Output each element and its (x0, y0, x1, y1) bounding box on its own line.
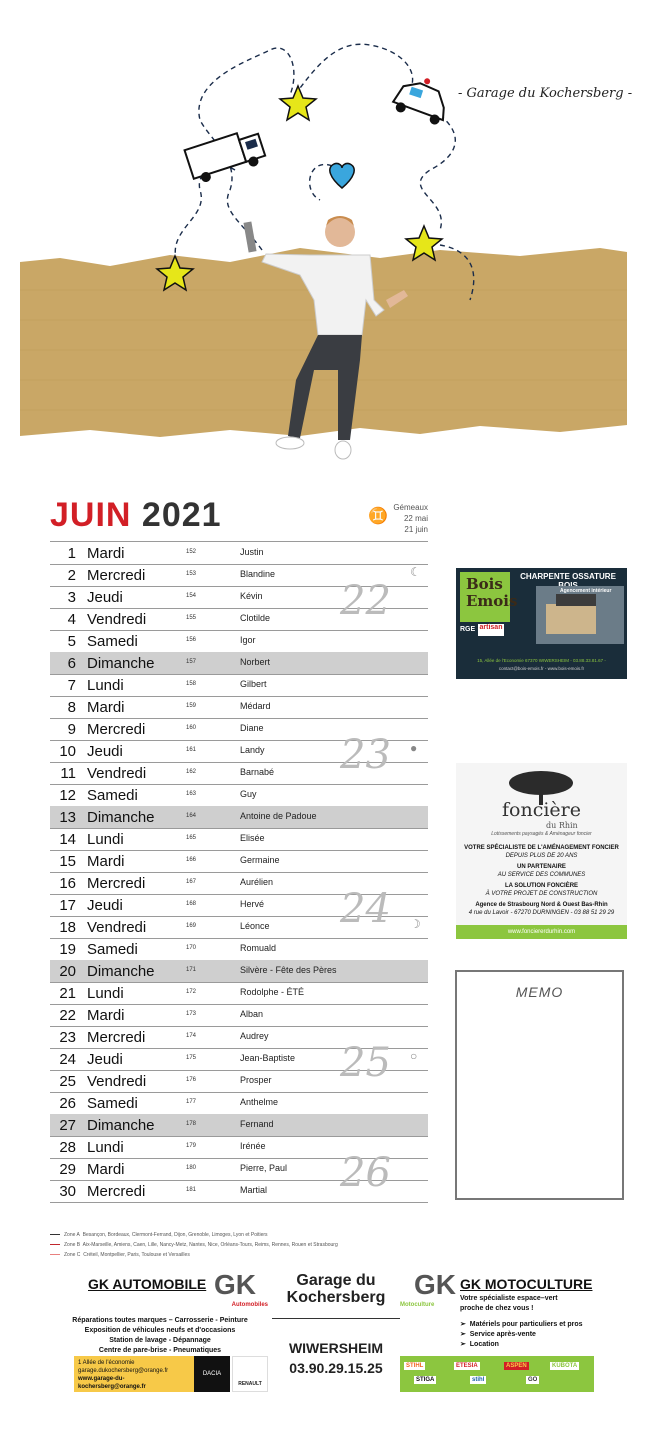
day-of-year: 176 (186, 1077, 197, 1083)
day-number: 10 (59, 743, 76, 760)
saint-name: Elisée (240, 833, 265, 843)
table-row (50, 542, 428, 565)
table-row (50, 1004, 428, 1027)
saint-name: Martial (240, 1185, 268, 1195)
day-of-year: 180 (186, 1165, 197, 1171)
table-row (50, 674, 428, 697)
day-number: 6 (67, 655, 76, 672)
center-phone: 03.90.29.15.25 (289, 1360, 383, 1376)
zodiac-sign: Gémeaux (393, 503, 428, 512)
logo-line1: Bois (466, 575, 503, 593)
day-number: 7 (67, 677, 76, 694)
center-city: WIWERSHEIM (288, 1340, 384, 1356)
day-number: 29 (59, 1161, 76, 1178)
day-of-year: 170 (186, 945, 197, 951)
day-of-year: 157 (186, 659, 197, 665)
brand-logo: STIHL (406, 1363, 424, 1369)
day-of-year: 164 (186, 813, 197, 819)
brand-logo: stihl (472, 1377, 485, 1383)
table-row (50, 1092, 428, 1115)
moon-phase-icon: ● (410, 741, 418, 755)
trajectory-right (420, 115, 455, 230)
saint-name: Gilbert (240, 679, 267, 689)
moto-item: Location (469, 1341, 499, 1348)
day-of-year: 152 (186, 549, 197, 555)
day-of-year: 181 (186, 1187, 197, 1193)
day-of-year: 178 (186, 1121, 197, 1127)
fonciere-l3: UN PARTENAIRE (517, 864, 566, 870)
day-number: 20 (59, 963, 76, 980)
saint-name: Germaine (240, 855, 280, 865)
fonciere-l4: AU SERVICE DES COMMUNES (497, 871, 586, 878)
heart-icon (330, 163, 354, 188)
saint-name: Fernand (240, 1119, 274, 1129)
bois-sub: Agencement intérieur (560, 588, 612, 594)
day-name: Jeudi (87, 1051, 123, 1068)
day-number: 22 (59, 1007, 76, 1024)
zone-a-swatch (50, 1234, 60, 1235)
fonciere-l6: À VOTRE PROJET DE CONSTRUCTION (485, 890, 598, 897)
day-of-year: 168 (186, 901, 197, 907)
day-number: 25 (59, 1073, 76, 1090)
gk-automobile-title: GK AUTOMOBILE (88, 1276, 207, 1292)
day-name: Jeudi (87, 743, 123, 760)
day-of-year: 158 (186, 681, 197, 687)
day-number: 19 (59, 941, 76, 958)
saint-name: Norbert (240, 657, 271, 667)
table-row (50, 982, 428, 1005)
bois-emois-logo (460, 572, 518, 622)
day-number: 4 (67, 611, 76, 628)
saint-name: Landy (240, 745, 265, 755)
saint-name: Hervé (240, 899, 265, 909)
table-row (50, 938, 428, 961)
day-name: Lundi (87, 677, 124, 694)
fonciere-tagline: Lotissements paysagés & Aménageur foncier (491, 831, 592, 837)
bois-address: 15, Allée de l'Economie 67370 WIWERSHEIM - 03.88.33.81.67 - (477, 658, 606, 663)
rge-label: RGE (460, 626, 476, 633)
day-number: 27 (59, 1117, 76, 1134)
saint-name: Anthelme (240, 1097, 279, 1107)
day-of-year: 173 (186, 1011, 197, 1017)
auto-email[interactable]: garage.dukochersberg@orange.fr (78, 1368, 169, 1374)
zodiac-end: 21 juin (404, 525, 428, 534)
auto-services (60, 1316, 260, 1356)
week-number: 22 (340, 578, 391, 624)
day-number: 1 (67, 545, 76, 562)
day-number: 11 (60, 765, 76, 782)
day-name: Dimanche (87, 655, 155, 672)
saint-name: Audrey (240, 1031, 269, 1041)
saint-name: Barnabé (240, 767, 275, 777)
table-row (50, 784, 428, 807)
memo-box[interactable] (455, 970, 624, 1200)
day-of-year: 162 (186, 769, 197, 775)
day-name: Mercredi (87, 1183, 146, 1200)
auto-line: Réparations toutes marques – Carrosserie - Peinture (72, 1317, 248, 1324)
day-of-year: 160 (186, 725, 197, 731)
saint-name: Médard (240, 701, 271, 711)
day-name: Mercredi (87, 721, 146, 738)
gk-logo-text: GK (214, 1269, 256, 1300)
moto-intro: Votre spécialiste espace–vert proche de chez vous ! (460, 1295, 558, 1312)
renault-logo: RENAULT (232, 1356, 268, 1392)
day-number: 13 (59, 809, 76, 826)
brand-logo: ETESIA (456, 1363, 478, 1369)
auto-line: Station de lavage - Dépannage (109, 1337, 211, 1344)
legend-zone: Zone A (64, 1232, 80, 1238)
saint-name: Aurélien (240, 877, 274, 887)
dacia-logo: DACIA (194, 1356, 230, 1392)
gk-moto-sub: Motoculture (400, 1302, 435, 1308)
saint-name: Jean-Baptiste (240, 1053, 296, 1063)
legend-zone-c (50, 1252, 190, 1258)
day-number: 3 (67, 589, 76, 606)
hero-illustration (0, 0, 667, 470)
saint-name: Guy (240, 789, 257, 799)
gk-moto-logo (400, 1268, 456, 1316)
day-of-year: 165 (186, 835, 197, 841)
day-name: Lundi (87, 985, 124, 1002)
week-number: 25 (340, 1040, 391, 1086)
saint-name: Antoine de Padoue (240, 811, 317, 821)
day-number: 9 (67, 721, 76, 738)
van-icon (185, 127, 268, 185)
gk-motoculture-title: GK MOTOCULTURE (460, 1276, 593, 1292)
day-number: 24 (59, 1051, 76, 1068)
day-name: Dimanche (87, 809, 155, 826)
fonciere-web[interactable]: www.fonciererdurhin.com (456, 925, 627, 939)
brand-logo: GO (528, 1377, 538, 1383)
zone-b-swatch (50, 1244, 60, 1245)
day-of-year: 161 (186, 747, 197, 753)
day-number: 16 (59, 875, 76, 892)
week-number: 24 (340, 886, 391, 932)
day-name: Lundi (87, 831, 124, 848)
saint-name: Romuald (240, 943, 277, 953)
saint-name: Clotilde (240, 613, 271, 623)
brand-logo: KUBOTA (552, 1363, 578, 1369)
week-number: 26 (340, 1150, 391, 1196)
day-name: Mercredi (87, 567, 146, 584)
legend-zone-b (50, 1242, 338, 1248)
legend-text: Besançon, Bordeaux, Clermont-Ferrand, Dijon, Grenoble, Limoges, Lyon et Poitiers (82, 1232, 268, 1238)
auto-contact-box (74, 1356, 194, 1392)
day-name: Mardi (87, 699, 125, 716)
month-label: JUIN (50, 496, 132, 534)
saint-name: Alban (240, 1009, 264, 1019)
saint-name: Igor (240, 635, 256, 645)
table-row (50, 652, 428, 675)
center-title: Garage du Kochersberg (286, 1272, 386, 1306)
day-of-year: 179 (186, 1143, 197, 1149)
legend-zone: Zone B (64, 1242, 81, 1248)
saint-name: Irénée (240, 1141, 266, 1151)
day-name: Samedi (87, 787, 138, 804)
day-of-year: 166 (186, 857, 197, 863)
day-number: 17 (59, 897, 76, 914)
house-photo (536, 586, 624, 644)
fonciere-l1: VOTRE SPÉCIALISTE DE L'AMÉNAGEMENT FONCIER (464, 845, 619, 851)
zodiac-info (370, 502, 428, 535)
day-name: Jeudi (87, 897, 123, 914)
day-of-year: 154 (186, 593, 197, 599)
day-name: Vendredi (87, 611, 147, 628)
day-name: Samedi (87, 633, 138, 650)
brand-logo: STIGA (416, 1377, 435, 1383)
center-rule (272, 1318, 400, 1319)
day-of-year: 155 (186, 615, 197, 621)
legend-text: Créteil, Montpellier, Paris, Toulouse et Versailles (83, 1252, 190, 1258)
week-number: 23 (340, 732, 391, 778)
auto-web[interactable]: www.garage-du-kochersberg@orange.fr (78, 1376, 146, 1390)
fonciere-text (456, 845, 627, 917)
table-top-rule (50, 541, 428, 542)
moon-phase-icon: ☾ (410, 565, 421, 579)
moto-item: Service après-vente (469, 1331, 536, 1338)
day-of-year: 163 (186, 791, 197, 797)
gemini-icon: ♊ (368, 508, 388, 525)
day-name: Dimanche (87, 1117, 155, 1134)
moto-item: Matériels pour particuliers et pros (469, 1321, 583, 1328)
garage-handnote: - Garage du Kochersberg - (458, 86, 633, 101)
zone-c-swatch (50, 1254, 60, 1255)
gk-auto-sub: Automobiles (231, 1302, 268, 1308)
day-of-year: 172 (186, 989, 197, 995)
fonciere-name: foncière (502, 799, 581, 821)
day-name: Mardi (87, 1007, 125, 1024)
bois-headline: CHARPENTE OSSATURE (520, 572, 616, 581)
day-of-year: 167 (186, 879, 197, 885)
table-row (50, 850, 428, 873)
day-name: Vendredi (87, 919, 147, 936)
auto-line: Centre de pare-brise - Pneumatiques (98, 1347, 222, 1354)
table-row (50, 806, 428, 829)
table-row (50, 960, 428, 983)
day-number: 8 (67, 699, 76, 716)
fonciere-l7: Agence de Strasbourg Nord & Ouest Bas-Rhin (475, 902, 608, 908)
fonciere-l8: 4 rue du Lavoir - 67270 DURNINGEN - 03 88 51 29 29 (468, 909, 615, 916)
legend-zone: Zone C (64, 1252, 81, 1258)
auto-line: Exposition de véhicules neufs et d'occasions (84, 1327, 236, 1334)
day-name: Vendredi (87, 765, 147, 782)
day-name: Samedi (87, 1095, 138, 1112)
gk-logo-text: GK (414, 1269, 456, 1300)
saint-name: Silvère - Fête des Pères (240, 965, 337, 975)
moto-items: ➢ Matériels pour particuliers et pros ➢ Service après-vente ➢ Location (460, 1321, 583, 1348)
day-number: 28 (59, 1139, 76, 1156)
moon-phase-icon: ○ (410, 1049, 418, 1063)
brand-logo: ASPEN (506, 1363, 527, 1369)
year-label: 2021 (141, 496, 222, 534)
fonciere-sub: du Rhin (546, 821, 578, 830)
day-of-year: 175 (186, 1055, 197, 1061)
day-of-year: 156 (186, 637, 197, 643)
table-row (50, 828, 428, 851)
day-number: 2 (67, 567, 76, 584)
day-name: Mardi (87, 545, 125, 562)
day-number: 15 (59, 853, 76, 870)
saint-name: Pierre, Paul (240, 1163, 288, 1173)
legend-text: Aix-Marseille, Amiens, Caen, Lille, Nancy-Metz, Nantes, Nice, Orléans-Tours, Reims, Rennes, Rouen et Strasbourg (82, 1242, 338, 1248)
day-name: Mercredi (87, 1029, 146, 1046)
day-number: 14 (59, 831, 76, 848)
day-of-year: 153 (186, 571, 197, 577)
fonciere-l2: DEPUIS PLUS DE 20 ANS (505, 852, 578, 859)
saint-name: Kévin (240, 591, 263, 601)
table-row (50, 1114, 428, 1137)
brand-strip (400, 1356, 594, 1392)
zodiac-start: 22 mai (403, 514, 428, 523)
fonciere-l5: LA SOLUTION FONCIÈRE (504, 883, 579, 889)
day-name: Lundi (87, 1139, 124, 1156)
day-name: Vendredi (87, 1073, 147, 1090)
bois-contact: contact@bois-emois.fr - www.bois-emois.fr (498, 666, 585, 671)
page-title (50, 496, 222, 535)
day-number: 12 (59, 787, 76, 804)
fonciere-ad[interactable] (456, 763, 627, 939)
day-name: Mardi (87, 853, 125, 870)
day-number: 26 (59, 1095, 76, 1112)
day-name: Mercredi (87, 875, 146, 892)
memo-title: MEMO (515, 984, 564, 1000)
table-row (50, 696, 428, 719)
saint-name: Rodolphe - ÉTÉ (240, 987, 305, 997)
bois-emois-ad[interactable] (456, 568, 627, 679)
day-number: 18 (59, 919, 76, 936)
saint-name: Justin (240, 547, 264, 557)
day-of-year: 171 (186, 967, 197, 973)
day-name: Jeudi (87, 589, 123, 606)
logo-line2: Emois (466, 592, 518, 610)
day-number: 30 (59, 1183, 76, 1200)
gk-auto-logo (214, 1268, 268, 1316)
day-of-year: 169 (186, 923, 197, 929)
day-of-year: 159 (186, 703, 197, 709)
day-of-year: 174 (186, 1033, 197, 1039)
trajectory-top (295, 44, 413, 95)
day-name: Dimanche (87, 963, 155, 980)
saint-name: Blandine (240, 569, 276, 579)
star-icon (280, 86, 316, 120)
auto-address: 1 Allée de l'économie (78, 1360, 135, 1366)
moon-phase-icon: ☽ (410, 917, 421, 931)
saint-name: Prosper (240, 1075, 272, 1085)
saint-name: Léonce (240, 921, 270, 931)
day-of-year: 177 (186, 1099, 197, 1105)
saint-name: Diane (240, 723, 264, 733)
day-number: 23 (59, 1029, 76, 1046)
car-icon (390, 70, 453, 126)
day-name: Samedi (87, 941, 138, 958)
day-number: 21 (59, 985, 76, 1002)
table-row (50, 630, 428, 653)
day-number: 5 (67, 633, 76, 650)
day-name: Mardi (87, 1161, 125, 1178)
artisan-badge: artisan (478, 624, 504, 636)
legend-zone-a (50, 1232, 268, 1238)
